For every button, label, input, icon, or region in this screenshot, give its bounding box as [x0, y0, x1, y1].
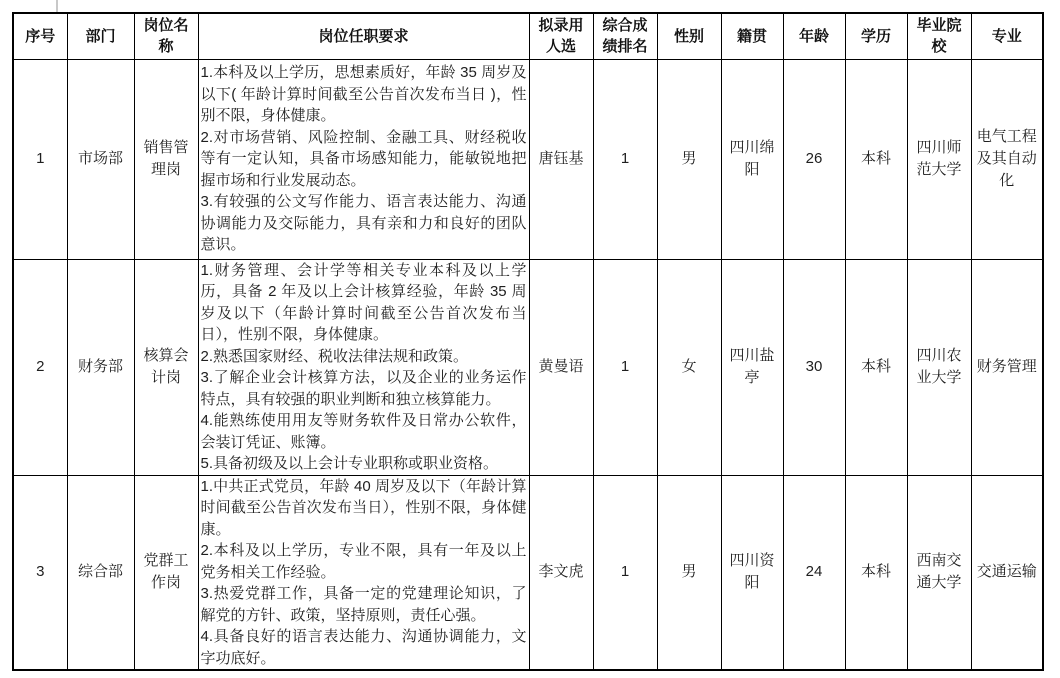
table-row-1	[13, 59, 1043, 259]
cell-education: 本科	[845, 475, 907, 670]
requirement-item: 1.本科及以上学历，思想素质好，年龄 35 周岁及以下( 年龄计算时间截至公告首次发布当日 )，性别不限，身体健康。	[200, 64, 527, 125]
header-row	[13, 13, 1043, 59]
cell-serial: 2	[13, 259, 67, 475]
cell-department: 市场部	[67, 59, 134, 259]
cell-major: 交通运输	[971, 475, 1043, 670]
table-row-2	[13, 259, 1043, 475]
cell-job-requirements	[198, 475, 529, 670]
requirement-item: 3.了解企业会计核算方法，以及企业的业务运作特点，具有较强的职业判断和独立核算能力。	[200, 369, 527, 408]
cell-position-name: 党群工作岗	[134, 475, 198, 670]
header-gender: 性别	[657, 13, 721, 59]
cell-major: 财务管理	[971, 259, 1043, 475]
header-position-name: 岗位名称	[134, 13, 198, 59]
requirement-item: 5.具备初级及以上会计专业职称或职业资格。	[200, 455, 499, 472]
header-overall-score-rank: 综合成绩排名	[593, 13, 657, 59]
cell-overall-score-rank: 1	[593, 475, 657, 670]
header-graduate-school: 毕业院校	[907, 13, 971, 59]
cell-native-place: 四川资阳	[721, 475, 783, 670]
requirement-item: 4.具备良好的语言表达能力、沟通协调能力，文字功底好。	[200, 628, 527, 667]
cell-education: 本科	[845, 259, 907, 475]
cell-position-name: 核算会计岗	[134, 259, 198, 475]
cell-graduate-school: 西南交通大学	[907, 475, 971, 670]
header-department: 部门	[67, 13, 134, 59]
header-job-requirements: 岗位任职要求	[198, 13, 529, 59]
cell-serial: 3	[13, 475, 67, 670]
header-native-place: 籍贯	[721, 13, 783, 59]
requirement-item: 3.热爱党群工作，具备一定的党建理论知识，了解党的方针、政策，坚持原则，责任心强。	[200, 585, 527, 624]
cell-job-requirements	[198, 259, 529, 475]
cell-gender: 男	[657, 59, 721, 259]
header-major: 专业	[971, 13, 1043, 59]
cell-department: 综合部	[67, 475, 134, 670]
cell-overall-score-rank: 1	[593, 59, 657, 259]
requirement-item: 4.能熟练使用用友等财务软件及日常办公软件，会装订凭证、账簿。	[200, 412, 527, 451]
cell-serial: 1	[13, 59, 67, 259]
cell-age: 24	[783, 475, 845, 670]
header-age: 年龄	[783, 13, 845, 59]
cell-age: 26	[783, 59, 845, 259]
cell-graduate-school: 四川师范大学	[907, 59, 971, 259]
ruler-tick-mark	[56, 0, 58, 12]
cell-overall-score-rank: 1	[593, 259, 657, 475]
header-education: 学历	[845, 13, 907, 59]
cell-department: 财务部	[67, 259, 134, 475]
cell-gender: 男	[657, 475, 721, 670]
requirement-item: 2.对市场营销、风险控制、金融工具、财经税收等有一定认知，具备市场感知能力，能敏锐地把握市场和行业发展动态。	[200, 128, 527, 189]
cell-education: 本科	[845, 59, 907, 259]
header-serial: 序号	[13, 13, 67, 59]
cell-position-name: 销售管理岗	[134, 59, 198, 259]
requirement-item: 2.本科及以上学历，专业不限，具有一年及以上党务相关工作经验。	[200, 542, 527, 581]
cell-proposed-candidate: 黄曼语	[529, 259, 593, 475]
recruitment-roster-table	[12, 12, 1044, 671]
cell-age: 30	[783, 259, 845, 475]
cell-major: 电气工程及其自动化	[971, 59, 1043, 259]
table-row-3	[13, 475, 1043, 670]
cell-proposed-candidate: 唐钰基	[529, 59, 593, 259]
requirement-item: 2.熟悉国家财经、税收法律法规和政策。	[200, 347, 469, 365]
cell-graduate-school: 四川农业大学	[907, 259, 971, 475]
cell-proposed-candidate: 李文虎	[529, 475, 593, 670]
requirement-item: 1.中共正式党员，年龄 40 周岁及以下（年龄计算时间截至公告首次发布当日），性别不限，身体健康。	[200, 477, 527, 538]
cell-job-requirements	[198, 59, 529, 259]
cell-gender: 女	[657, 259, 721, 475]
requirement-item: 3.有较强的公文写作能力、语言表达能力、沟通协调能力及交际能力，具有亲和力和良好的团队意识。	[200, 193, 527, 254]
cell-native-place: 四川盐亭	[721, 259, 783, 475]
cell-native-place: 四川绵阳	[721, 59, 783, 259]
header-proposed-candidate: 拟录用人选	[529, 13, 593, 59]
requirement-item: 1.财务管理、会计学等相关专业本科及以上学历，具备 2 年及以上会计核算经验，年龄 35 周岁及以下（年龄计算时间截至公告首次发布当日），性别不限，身体健康。	[200, 261, 527, 343]
